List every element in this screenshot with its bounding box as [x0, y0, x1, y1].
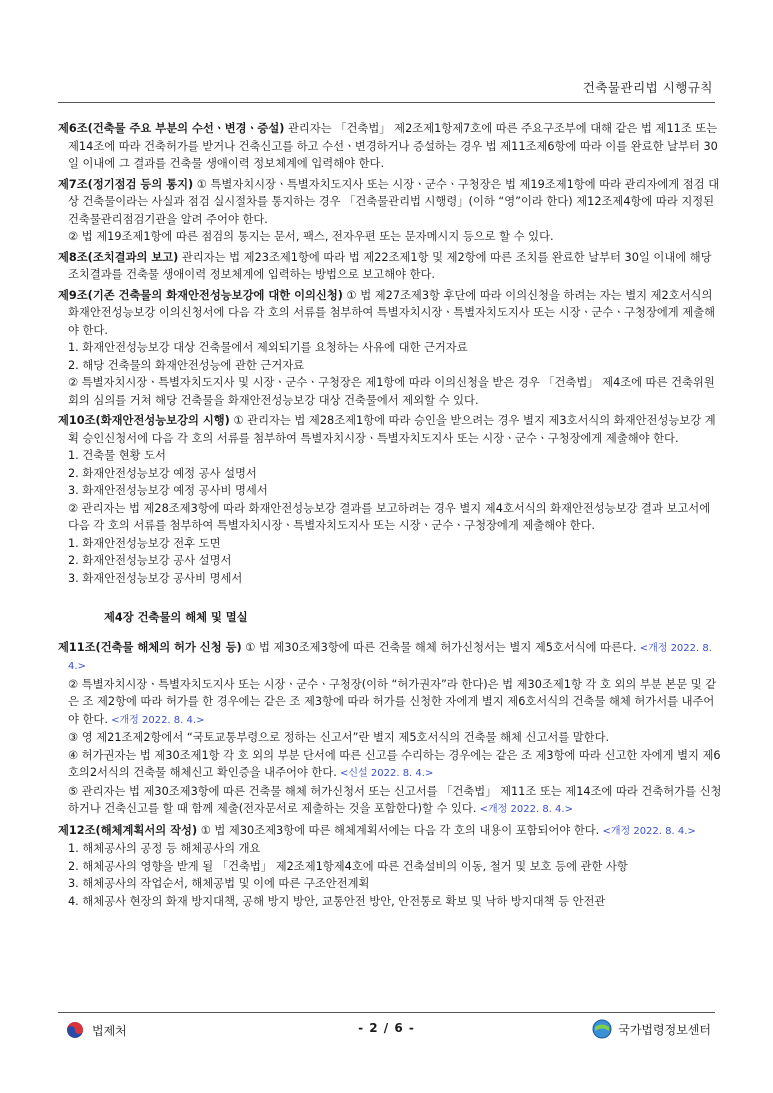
article-text: ⑤ 관리자는 법 제30조제3항에 따른 건축물 해체 허가신청서 또는 신고서를 「건축법」 제11조 또는 제14조에 따라 건축허가를 신청하거나 건축신고를 할 때 함께 제출(전자문서로 제출하는 것을 포함한다)할 수 있다. [68, 784, 722, 815]
article-subparagraph [58, 552, 723, 570]
article-paragraph [58, 639, 723, 676]
amendment-note[interactable]: <개정 2022. 8. 4.> [476, 804, 573, 815]
globe-logo-icon [592, 1019, 612, 1039]
article [58, 822, 723, 911]
article-text: 3. 화재안전성능보강 예정 공사비 명세서 [68, 484, 268, 497]
article-text: 1. 해체공사의 공정 등 해체공사의 개요 [68, 842, 261, 855]
article-text: 1. 화재안전성능보강 대상 건축물에서 제외되기를 요청하는 사유에 대한 근거자료 [68, 341, 468, 354]
article-text: 관리자는 「건축법」 제2조제1항제7호에 따른 주요구조부에 대해 같은 법 제11조 또는 제14조에 따라 건축허가를 받거나 건축신고를 하고 수선ㆍ변경하거나 증설하는 경우 법 제11조제6항에 따라 이를 완료한 날부터 30일 이내에 그 결과를 건축물 생애이력 정보체계에 입력해야 한다. [68, 122, 718, 170]
article-subparagraph [58, 465, 723, 483]
article [58, 120, 723, 173]
article-text: ① 특별자치시장ㆍ특별자치도지사 또는 시장ㆍ군수ㆍ구청장은 법 제19조제1항에 따라 관리자에게 점검 대상 건축물이라는 사실과 점검 실시절차를 통지하는 경우 「건축물관리법 시행령」(이하 “영”이라 한다) 제12조제4항에 따라 지정된 건축물관리점검기관을 알려 주어야 한다. [68, 177, 720, 226]
article-subparagraph [58, 482, 723, 500]
article-subparagraph [58, 374, 723, 409]
article-paragraph [58, 249, 723, 284]
article-subparagraph [58, 676, 723, 730]
article-heading: 제7조(정기점검 등의 통지) [58, 177, 194, 191]
footer-right [592, 1019, 711, 1039]
articles-section-1 [58, 120, 723, 587]
amendment-note[interactable]: <개정 2022. 8. 4.> [107, 714, 205, 726]
article-subparagraph [58, 339, 723, 357]
law-title: 건축물관리법 시행규칙 [582, 80, 713, 95]
article [58, 639, 723, 819]
article-heading: 제8조(조치결과의 보고) [58, 250, 179, 264]
article-subparagraph [58, 858, 723, 876]
amendment-note[interactable]: <신설 2022. 8. 4.> [336, 768, 434, 779]
article-heading: 제12조(해체계획서의 작성) [58, 823, 198, 837]
article-text: ② 법 제19조제1항에 따른 점검의 통지는 문서, 팩스, 전자우편 또는 문자메시지 등으로 할 수 있다. [68, 230, 554, 243]
article-heading: 제9조(기존 건축물의 화재안전성능보강에 대한 이의신청) [58, 288, 343, 302]
article-text: 2. 화재안전성능보강 예정 공사 설명서 [68, 466, 257, 480]
chapter-heading: 제4장 건축물의 해체 및 멸실 [104, 611, 248, 624]
article-text: ③ 영 제21조제2항에서 “국토교통부령으로 정하는 신고서”란 별지 제5호서식의 건축물 해체 신고서를 말한다. [68, 731, 610, 744]
article-subparagraph [58, 447, 723, 465]
article-subparagraph [58, 747, 723, 783]
article-subparagraph [58, 729, 723, 747]
article-text: 1. 화재안전성능보강 전후 도면 [68, 536, 221, 550]
article-subparagraph [58, 357, 723, 375]
article-paragraph [58, 287, 723, 340]
article-subparagraph [58, 875, 723, 893]
article-text: 2. 해체공사의 영향을 받게 될 「건축법」 제2조제1항제4호에 따른 건축설비의 이동, 철거 및 보호 등에 관한 사항 [68, 859, 628, 873]
article-text: ① 법 제27조제3항 후단에 따라 이의신청을 하려는 자는 별지 제2호서식의 화재안전성능보강 이의신청서에 다음 각 호의 서류를 첨부하여 특별자치시장ㆍ특별자치도지사 또는 시장ㆍ군수ㆍ구청장에게 제출해야 한다. [68, 288, 716, 337]
article [58, 287, 723, 410]
amendment-note[interactable]: <개정 2022. 8. 4.> [599, 825, 696, 837]
page-header [58, 72, 715, 103]
article-heading: 제6조(건축물 주요 부분의 수선ㆍ변경ㆍ증설) [58, 122, 285, 135]
article-heading: 제11조(건축물 해체의 허가 신청 등) [58, 640, 242, 654]
article-text: 2. 화재안전성능보강 공사 설명서 [68, 554, 232, 567]
ministry-name: 법제처 [92, 1023, 127, 1038]
article-paragraph [58, 120, 723, 173]
article-text: 관리자는 법 제23조제1항에 따라 법 제22조제1항 및 제2항에 따른 조치를 완료한 날부터 30일 이내에 해당 조치결과를 건축물 생애이력 정보체계에 입력하는 방법으로 보고해야 한다. [68, 250, 712, 281]
article-heading: 제10조(화재안전성능보강의 시행) [58, 414, 230, 427]
article-subparagraph [58, 228, 723, 246]
article-subparagraph [58, 893, 723, 911]
article-text: ④ 허가권자는 법 제30조제1항 각 호 외의 부분 단서에 따른 신고를 수리하는 경우에는 같은 조 제3항에 따라 신고한 자에게 별지 제6호의2서식의 건축물 해체신고 확인증을 내주어야 한다. [68, 748, 721, 779]
article [58, 249, 723, 284]
article [58, 412, 723, 587]
article-text: 4. 해체공사 현장의 화재 방지대책, 공해 방지 방안, 교통안전 방안, 안전통로 확보 및 낙하 방지대책 등 안전관 [68, 894, 606, 908]
article-paragraph [58, 412, 723, 447]
article-text: 2. 해당 건축물의 화재안전성능에 관한 근거자료 [68, 358, 305, 372]
article-text: 1. 건축물 현황 도서 [68, 449, 166, 462]
article-subparagraph [58, 783, 723, 819]
center-name: 국가법령정보센터 [618, 1022, 711, 1037]
article-text: ② 관리자는 법 제28조제3항에 따라 화재안전성능보강 결과를 보고하려는 경우 별지 제4호서식의 화재안전성능보강 결과 보고서에 다음 각 호의 서류를 첨부하여 특별자치시장ㆍ특별자치도지사 또는 시장ㆍ군수ㆍ구청장에게 제출해야 한다. [68, 501, 711, 532]
article-subparagraph [58, 840, 723, 858]
article-text: ① 법 제30조제3항에 따른 건축물 해체 허가신청서는 별지 제5호서식에 따른다. [241, 640, 637, 654]
article [58, 176, 723, 246]
article-text: ① 법 제30조제3항에 따른 해체계획서에는 다음 각 호의 내용이 포함되어야 한다. [197, 823, 600, 837]
article-paragraph [58, 822, 723, 841]
page-number: - 2 / 6 - [358, 1021, 415, 1035]
article-text: ② 특별자치시장ㆍ특별자치도지사 또는 시장ㆍ군수ㆍ구청장(이하 “허가권자”라 한다)은 법 제30조제1항 각 호 외의 부분 본문 및 같은 조 제2항에 따라 허가를 한 경우에는 같은 조 제3항에 따라 허가를 신청한 자에게 별지 제6호서식의 건축물 해체 허가서를 내주어야 한다. [68, 677, 717, 726]
article-text: ① 관리자는 법 제28조제1항에 따라 승인을 받으려는 경우 별지 제3호서식의 화재안전성능보강 계획 승인신청서에 다음 각 호의 서류를 첨부하여 특별자치시장ㆍ특별자치도지사 또는 시장ㆍ군수ㆍ구청장에게 제출해야 한다. [68, 414, 716, 445]
article-paragraph [58, 176, 723, 229]
article-text: 3. 화재안전성능보강 공사비 명세서 [68, 571, 243, 585]
amendment-note[interactable]: <개정 2022. 8. 4.> [68, 642, 712, 672]
document-body [58, 120, 723, 913]
page-footer [58, 1012, 715, 1045]
article-subparagraph [58, 500, 723, 535]
article-subparagraph [58, 535, 723, 553]
article-text: 3. 해체공사의 작업순서, 해체공법 및 이에 따른 구조안전계획 [68, 877, 370, 890]
article-text: ② 특별자치시장ㆍ특별자치도지사 및 시장ㆍ군수ㆍ구청장은 제1항에 따라 이의신청을 받은 경우 「건축법」 제4조에 따른 건축위원회의 심의를 거쳐 해당 건축물을 화재안전성능보강 대상 건축물에서 제외할 수 있다. [68, 376, 715, 407]
article-subparagraph [58, 570, 723, 588]
articles-section-2 [58, 639, 723, 911]
